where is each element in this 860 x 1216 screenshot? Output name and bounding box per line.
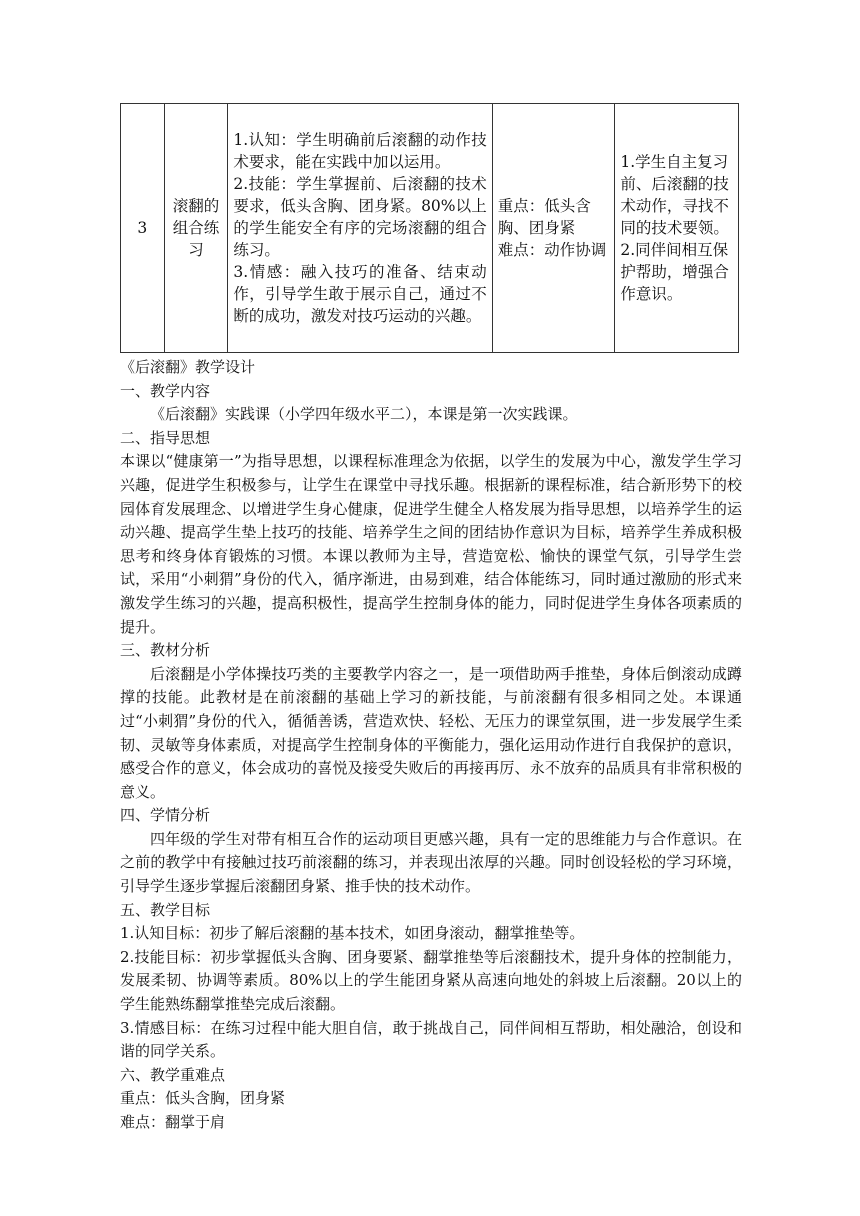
section-heading: 一、教学内容 <box>120 381 211 400</box>
section-heading: 四、学情分析 <box>120 806 211 825</box>
section-paragraph: 四年级的学生对带有相互合作的运动项目更感兴趣，具有一定的思维能力与合作意识。在之前的教学中有接触过技巧前滚翻的练习，并表现出浓厚的兴趣。同时创设轻松的学习环境，引导学生逐步掌握后滚翻团身紧、推手快的技术动作。 <box>120 829 742 896</box>
objective-item: 1.认知目标：初步了解后滚翻的基本技术，如团身滚动，翻掌推垫等。 <box>120 924 585 943</box>
activities-cell <box>615 104 739 353</box>
section-heading: 二、指导思想 <box>120 428 211 447</box>
goal-emotion: 3.情感：融入技巧的准备、结束动作，引导学生敢于展示自己，通过不断的成功，激发对技巧运动的兴趣。 <box>233 263 487 325</box>
section-heading: 五、教学目标 <box>120 900 211 919</box>
table-row <box>121 104 739 353</box>
goals-cell <box>228 104 492 353</box>
section-heading: 六、教学重难点 <box>120 1065 226 1084</box>
lesson-design-text <box>120 356 742 1135</box>
difficult-point-text: 难点：动作协调 <box>497 241 607 259</box>
key-point-text: 重点：低头含胸、团身紧 <box>497 197 591 237</box>
objective-item: 3.情感目标：在练习过程中能大胆自信，敢于挑战自己，同伴间相互帮助，相处融洽，创设和谐的同学关系。 <box>120 1018 742 1061</box>
goal-cognitive: 1.认知：学生明确前后滚翻的动作技术要求，能在实践中加以运用。 <box>233 131 487 171</box>
goal-skill: 2.技能：学生掌握前、后滚翻的技术要求，低头含胸、团身紧。80%以上的学生能安全有序的完场滚翻的组合练习。 <box>233 175 487 259</box>
section-heading: 三、教材分析 <box>120 641 211 660</box>
difficult-point-line: 难点：翻掌于肩 <box>120 1113 226 1131</box>
row-number-cell: 3 <box>121 104 165 353</box>
key-point-line: 重点：低头含胸，团身紧 <box>120 1089 286 1108</box>
activity-item: 2.同伴间相互保护帮助，增强合作意识。 <box>620 241 729 303</box>
activity-name-cell: 滚翻的组合练习 <box>164 104 228 353</box>
section-paragraph: 《后滚翻》实践课（小学四年级水平二），本课是第一次实践课。 <box>150 405 578 424</box>
activity-item: 1.学生自主复习前、后滚翻的技术动作，寻找不同的技术要领。 <box>620 153 729 237</box>
key-points-cell <box>492 104 615 353</box>
section-paragraph: 本课以“健康第一”为指导思想，以课程标准理念为依据，以学生的发展为中心，激发学生学习兴趣，促进学生积极参与，让学生在课堂中寻找乐趣。根据新的课程标准，结合新形势下的校园体育发展理念、以增进学生身心健康，促进学生健全人格发展为指导思想，以培养学生的运动兴趣、提高学生垫上技巧的技能、培养学生之间的团结协作意识为目标，培养学生养成积极思考和终身体育锻炼的习惯。本课以教师为主导，营造宽松、愉快的课堂气氛，引导学生尝试，采用“小刺猬”身份的代入，循序渐进，由易到难，结合体能练习，同时通过激励的形式来激发学生练习的兴趣，提高积极性，提高学生控制身体的能力，同时促进学生身体各项素质的提升。 <box>120 452 742 636</box>
objective-item: 2.技能目标：初步掌握低头含胸、团身要紧、翻掌推垫等后滚翻技术，提升身体的控制能力，发展柔韧、协调等素质。80%以上的学生能团身紧从高速向地处的斜坡上后滚翻。20以上的学生能熟练翻掌推垫完成后滚翻。 <box>120 947 742 1014</box>
lesson-plan-table <box>120 103 739 353</box>
document-title: 《后滚翻》教学设计 <box>120 358 256 376</box>
section-paragraph: 后滚翻是小学体操技巧类的主要教学内容之一，是一项借助两手推垫，身体后倒滚动成蹲撑的技能。此教材是在前滚翻的基础上学习的新技能，与前滚翻有很多相同之处。本课通过“小刺猬”身份的代入，循循善诱，营造欢快、轻松、无压力的课堂氛围，进一步发展学生柔韧、灵敏等身体素质，对提高学生控制身体的平衡能力，强化运用动作进行自我保护的意识，感受合作的意义，体会成功的喜悦及接受失败后的再接再厉、永不放弃的品质具有非常积极的意义。 <box>120 664 742 801</box>
